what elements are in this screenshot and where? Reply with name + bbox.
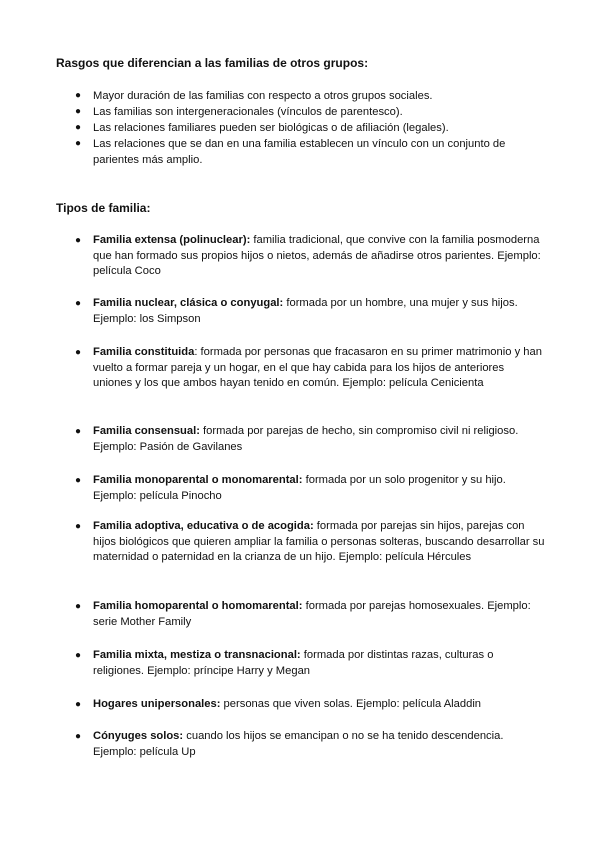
list-item bbox=[56, 345, 546, 392]
bullet-icon: ● bbox=[75, 731, 82, 742]
family-type-term: Familia consensual: bbox=[93, 425, 200, 437]
family-type-description: formada por parejas sin hijos, parejas con hijos biológicos que quieren ampliar la familia o personas solteras, buscando desarrollar su maternidad o paternidad en la crianza de un hijo. Ejemplo: película Hércules bbox=[93, 520, 545, 563]
list-item bbox=[56, 648, 546, 679]
list-item-text: Las familias son intergeneracionales (vínculos de parentesco). bbox=[93, 106, 403, 118]
family-type-description: formada por parejas de hecho, sin compromiso civil ni religioso. Ejemplo: Pasión de Gavilanes bbox=[93, 425, 519, 453]
list-item bbox=[56, 88, 546, 104]
bullet-icon: ● bbox=[75, 521, 82, 532]
bullet-icon: ● bbox=[75, 90, 82, 101]
bullet-icon: ● bbox=[75, 298, 82, 309]
family-type-description: familia tradicional, que convive con la familia posmoderna que han formado sus propios hijos o nietos, además de añadirse otros parientes. Ejemplo: película Coco bbox=[93, 234, 541, 277]
bullet-icon: ● bbox=[75, 122, 82, 133]
list-item bbox=[56, 120, 546, 136]
bullet-icon: ● bbox=[75, 138, 82, 149]
family-type-term: Familia mixta, mestiza o transnacional: bbox=[93, 649, 301, 661]
family-type-description: formada por un solo progenitor y su hijo. Ejemplo: película Pinocho bbox=[93, 474, 506, 502]
list-item bbox=[56, 473, 546, 504]
family-type-term: Cónyuges solos: bbox=[93, 730, 184, 742]
bullet-icon: ● bbox=[75, 601, 82, 612]
family-type-term: Familia monoparental o monomarental: bbox=[93, 474, 303, 486]
types-heading: Tipos de familia: bbox=[56, 201, 151, 215]
family-type-description: formada por parejas homosexuales. Ejemplo: serie Mother Family bbox=[93, 600, 531, 628]
bullet-icon: ● bbox=[75, 347, 82, 358]
bullet-icon: ● bbox=[75, 235, 82, 246]
list-item-text: Las relaciones que se dan en una familia establecen un vínculo con un conjunto de parientes más amplio. bbox=[93, 138, 506, 166]
list-item bbox=[56, 104, 546, 120]
list-item bbox=[56, 424, 546, 455]
list-item bbox=[56, 729, 546, 760]
list-item bbox=[56, 233, 546, 280]
features-list bbox=[56, 88, 546, 168]
family-type-description: : formada por personas que fracasaron en su primer matrimonio y han vuelto a formar pareja y un hogar, en el que hay cabida para los hijos de anteriores uniones y los que ambos hayan tenido en común. Ejemplo: película Cenicienta bbox=[93, 346, 542, 389]
list-item-text: Las relaciones familiares pueden ser biológicas o de afiliación (legales). bbox=[93, 122, 449, 134]
bullet-icon: ● bbox=[75, 426, 82, 437]
list-item bbox=[56, 599, 546, 630]
family-type-description: formada por un hombre, una mujer y sus hijos. Ejemplo: los Simpson bbox=[93, 297, 518, 325]
family-type-term: Familia extensa (polinuclear): bbox=[93, 234, 251, 246]
list-item bbox=[56, 296, 546, 327]
family-type-term: Familia adoptiva, educativa o de acogida: bbox=[93, 520, 314, 532]
family-type-description: formada por distintas razas, culturas o religiones. Ejemplo: príncipe Harry y Megan bbox=[93, 649, 494, 677]
bullet-icon: ● bbox=[75, 650, 82, 661]
list-item bbox=[56, 519, 546, 566]
family-type-term: Hogares unipersonales: bbox=[93, 698, 221, 710]
family-type-description: personas que viven solas. Ejemplo: película Aladdin bbox=[220, 698, 482, 710]
features-heading: Rasgos que diferencian a las familias de otros grupos: bbox=[56, 56, 369, 70]
family-type-term: Familia constituida bbox=[93, 346, 195, 358]
family-type-term: Familia homoparental o homomarental: bbox=[93, 600, 303, 612]
bullet-icon: ● bbox=[75, 699, 82, 710]
family-type-description: cuando los hijos se emancipan o no se ha tenido descendencia. Ejemplo: película Up bbox=[93, 730, 504, 758]
family-type-term: Familia nuclear, clásica o conyugal: bbox=[93, 297, 284, 309]
bullet-icon: ● bbox=[75, 475, 82, 486]
bullet-icon: ● bbox=[75, 106, 82, 117]
list-item bbox=[56, 697, 546, 713]
list-item bbox=[56, 136, 546, 168]
list-item-text: Mayor duración de las familias con respecto a otros grupos sociales. bbox=[93, 90, 433, 102]
